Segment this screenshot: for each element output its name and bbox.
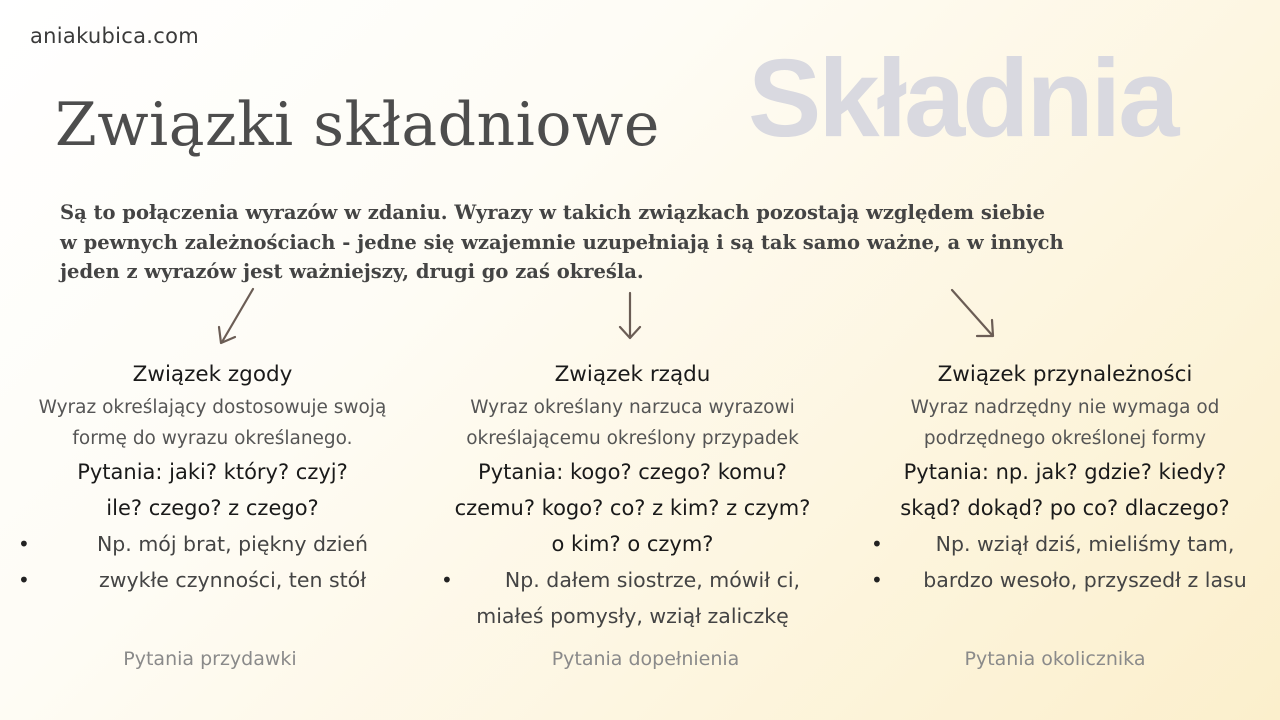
column-questions-line: Pytania: jaki? który? czyj? bbox=[77, 460, 348, 484]
examples-list bbox=[0, 526, 425, 598]
bullet-icon: • bbox=[871, 568, 883, 592]
example-text: zwykłe czynności, ten stół bbox=[98, 568, 367, 592]
intro-line: jeden z wyrazów jest ważniejszy, drugi go zaś określa. bbox=[60, 260, 644, 283]
watermark-title: Składnia bbox=[748, 37, 1177, 160]
example-text: Np. dałem siostrze, mówił ci, bbox=[504, 568, 801, 592]
column-description-line: określającemu określony przypadek bbox=[466, 428, 799, 449]
footer-zgoda bbox=[0, 648, 420, 670]
intro-paragraph bbox=[60, 198, 1180, 287]
column-heading: Związek zgody bbox=[132, 362, 293, 387]
examples-list bbox=[855, 526, 1275, 598]
column-rzad bbox=[425, 358, 840, 634]
page-title: Związki składniowe bbox=[55, 90, 660, 160]
column-footer: Pytania dopełnienia bbox=[551, 648, 740, 670]
footer-przynaleznosc bbox=[845, 648, 1265, 670]
list-item bbox=[425, 562, 840, 598]
list-item bbox=[425, 598, 840, 634]
column-description-line: Wyraz określający dostosowuje swoją bbox=[38, 397, 387, 418]
column-footer: Pytania przydawki bbox=[123, 648, 297, 670]
list-item bbox=[855, 562, 1275, 598]
column-questions-line: o kim? o czym? bbox=[551, 532, 714, 556]
arrow-left-icon bbox=[210, 285, 270, 350]
column-heading: Związek rządu bbox=[554, 362, 711, 387]
column-przynaleznosc bbox=[855, 358, 1275, 598]
column-heading: Związek przynależności bbox=[937, 362, 1193, 387]
column-description-line: podrzędnego określonej formy bbox=[923, 428, 1207, 449]
arrow-right-icon bbox=[944, 284, 1004, 344]
footer-rzad bbox=[438, 648, 853, 670]
column-questions-line: Pytania: kogo? czego? komu? bbox=[478, 460, 787, 484]
intro-line: Są to połączenia wyrazów w zdaniu. Wyrazy w takich związkach pozostają względem siebie bbox=[60, 201, 1046, 224]
list-item bbox=[855, 526, 1275, 562]
column-description-line: formę do wyrazu określanego. bbox=[72, 428, 353, 449]
examples-list bbox=[425, 562, 840, 634]
column-questions-line: ile? czego? z czego? bbox=[106, 496, 319, 520]
example-text: Np. wziął dziś, mieliśmy tam, bbox=[935, 532, 1235, 556]
example-text: bardzo wesoło, przyszedł z lasu bbox=[923, 568, 1247, 592]
column-questions-line: czemu? kogo? co? z kim? z czym? bbox=[454, 496, 811, 520]
column-description-line: Wyraz określany narzuca wyrazowi bbox=[470, 397, 795, 418]
column-footer: Pytania okolicznika bbox=[964, 648, 1146, 670]
arrow-down-icon bbox=[612, 290, 648, 345]
example-text: miałeś pomysły, wziął zaliczkę bbox=[476, 604, 789, 628]
column-description-line: Wyraz nadrzędny nie wymaga od bbox=[910, 397, 1220, 418]
list-item bbox=[0, 562, 425, 598]
list-item bbox=[0, 526, 425, 562]
column-questions-line: skąd? dokąd? po co? dlaczego? bbox=[900, 496, 1230, 520]
bullet-icon: • bbox=[18, 568, 30, 592]
column-zgoda bbox=[0, 358, 425, 598]
intro-line: w pewnych zależnościach - jedne się wzajemnie uzupełniają i są tak samo ważne, a w innych bbox=[60, 230, 1064, 254]
site-name: aniakubica.com bbox=[30, 24, 200, 48]
example-text: Np. mój brat, piękny dzień bbox=[96, 532, 369, 556]
column-questions-line: Pytania: np. jak? gdzie? kiedy? bbox=[903, 460, 1227, 484]
bullet-icon: • bbox=[441, 568, 453, 592]
bullet-icon: • bbox=[18, 532, 30, 556]
bullet-icon: • bbox=[871, 532, 883, 556]
